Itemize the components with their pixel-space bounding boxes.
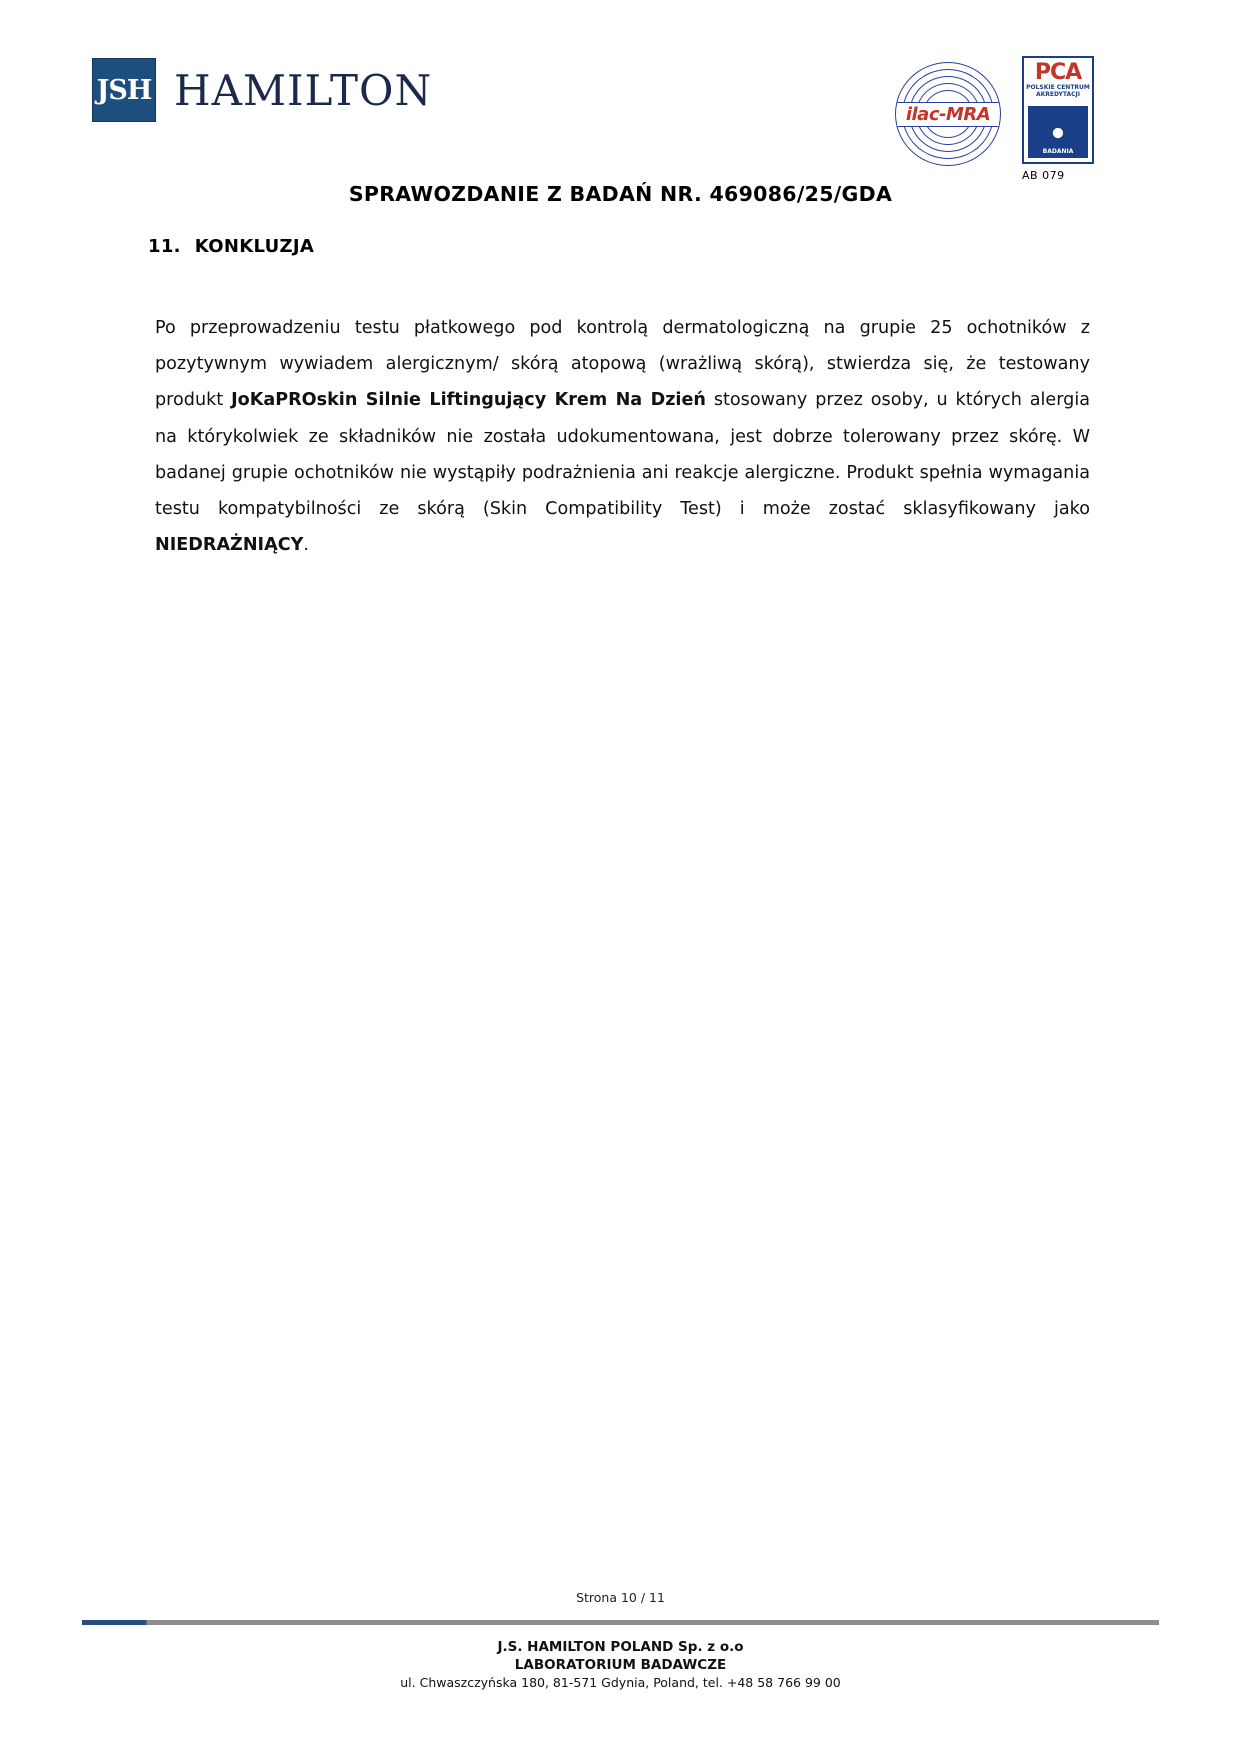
page-title: SPRAWOZDANIE Z BADAŃ NR. 469086/25/GDA — [348, 182, 893, 206]
footer-department: LABORATORIUM BADAWCZE — [514, 1657, 727, 1674]
pca-accreditation-badge — [1022, 56, 1094, 184]
document-header — [0, 40, 1241, 182]
paragraph-part-2: stosowany przez osoby, u których alergia na którykolwiek ze składników nie została udokumentowana, jest dobrze tolerowany przez skórę. W badanej grupie ochotników nie wystąpiły podrażnienia ani reakcje alergiczne. Produkt spełnia wymagania testu kompatybilności ze skórą (Skin Compatibility Test) i może zostać sklasyfikowany jako — [155, 390, 1091, 520]
classification-result: NIEDRAŻNIĄCY — [155, 535, 304, 556]
ilac-mra-label-band — [897, 102, 999, 127]
jsh-monogram-icon — [92, 58, 156, 122]
pca-title: PCA — [1034, 60, 1082, 85]
pca-badania-block — [1028, 106, 1088, 158]
ilac-mra-icon — [893, 62, 1003, 167]
footer-address: ul. Chwaszczyńska 180, 81-571 Gdynia, Poland, tel. +48 58 766 99 00 — [400, 1675, 841, 1691]
document-footer — [0, 1638, 1241, 1693]
hamilton-wordmark: HAMILTON — [174, 65, 433, 115]
hamilton-logo — [92, 58, 432, 122]
ilac-mra-label: ilac-MRA — [905, 104, 991, 125]
footer-divider — [82, 1620, 1159, 1625]
pca-badania-label: BADANIA — [1042, 148, 1074, 155]
product-name: JoKaPROskin Silnie Liftingujący Krem Na Dzień — [231, 390, 706, 411]
conclusion-paragraph — [155, 310, 1090, 564]
paragraph-part-1: Po przeprowadzeniu testu płatkowego pod kontrolą dermatologiczną na grupie 25 ochotników z pozytywnym wywiadem alergicznym/ skórą atopową (wrażliwą skórą), stwierdza się, że testowany produkt — [155, 318, 1090, 411]
flask-icon: ⚫ — [1048, 122, 1068, 147]
pca-subtitle: POLSKIE CENTRUM AKREDYTACJI — [1026, 84, 1090, 98]
jsh-monogram-text: JSH — [96, 74, 152, 106]
section-number: 11. — [148, 236, 181, 257]
accreditation-number: AB 079 — [1022, 169, 1065, 182]
paragraph-part-3: . — [303, 535, 309, 556]
footer-company: J.S. HAMILTON POLAND Sp. z o.o — [497, 1639, 744, 1655]
page-number: Strona 10 / 11 — [576, 1590, 665, 1605]
section-heading — [148, 236, 314, 257]
section-title: KONKLUZJA — [194, 236, 315, 257]
